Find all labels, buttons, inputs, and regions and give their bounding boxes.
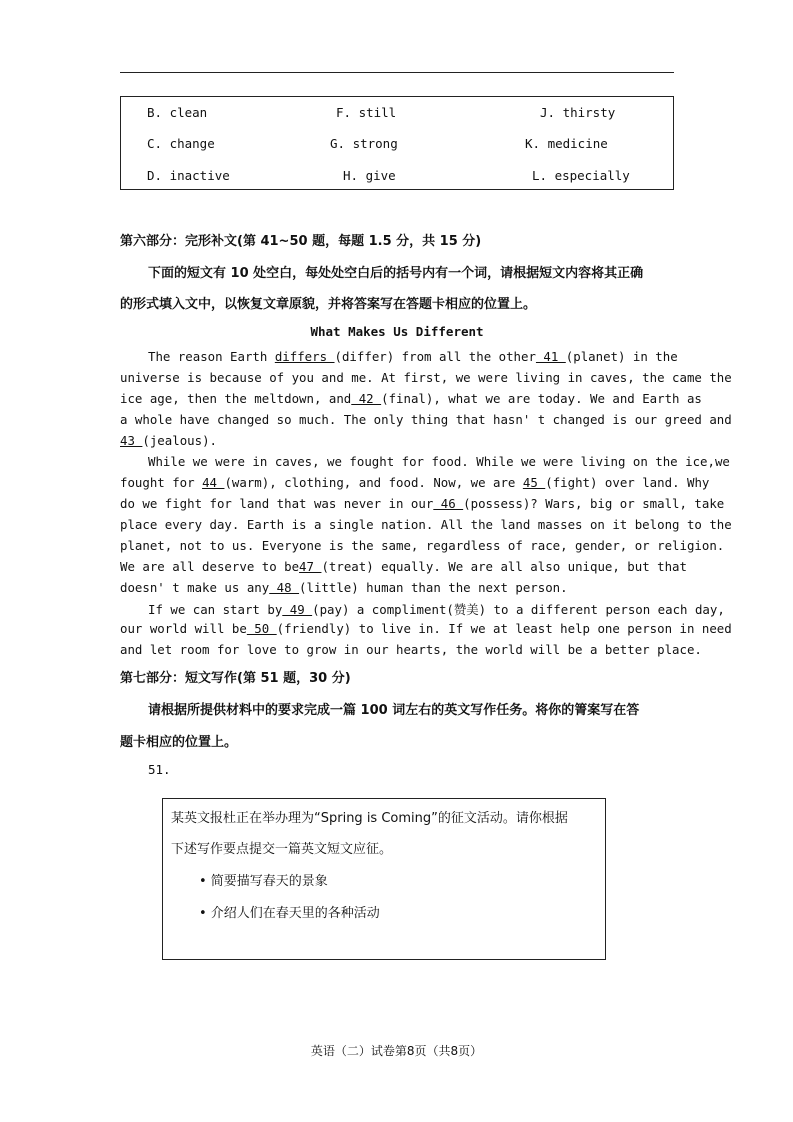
question-number: 51.	[148, 762, 171, 777]
passage-line: universe is because of you and me. At first, we were living in caves, the came the	[120, 370, 732, 385]
word-bank-row	[121, 168, 673, 188]
passage-line: and let room for love to grow in our hearts, the world will be a better place.	[120, 642, 702, 657]
word-option: C. change	[147, 136, 215, 151]
blank-49: 49	[282, 602, 313, 617]
word-option: G. strong	[330, 136, 398, 151]
blank-44: 44	[202, 475, 225, 490]
passage-line: place every day. Earth is a single nation. All the land masses on it belong to the	[120, 517, 732, 532]
passage-line: our world will be 50 (friendly) to live in. If we at least help one person in need	[120, 621, 732, 636]
word-option: D. inactive	[147, 168, 230, 183]
passage-line: ice age, then the meltdown, and 42 (final), what we are today. We and Earth as	[120, 391, 702, 406]
task-bullet: • 介绍人们在春天里的各种活动	[199, 906, 380, 921]
section6-instruction: 下面的短文有 10 处空白，每处处空白后的括号内有一个词，请根据短文内容将其正确	[148, 266, 644, 281]
passage-line: planet, not to us. Everyone is the same, regardless of race, gender, or religion.	[120, 538, 725, 553]
blank-42: 42	[351, 391, 382, 406]
blank-46: 46	[433, 496, 464, 511]
word-option: F. still	[336, 105, 397, 120]
passage-line: 43 (jealous).	[120, 433, 217, 448]
task-text: 下述写作要点提交一篇英文短文应征。	[171, 842, 393, 857]
word-option: J. thirsty	[540, 105, 616, 120]
blank-50: 50	[246, 621, 277, 636]
word-option: K. medicine	[525, 136, 608, 151]
word-option: L. especially	[532, 168, 630, 183]
section7-heading: 第七部分：短文写作(第 51 题，30 分)	[120, 671, 351, 686]
writing-task-box	[162, 798, 606, 960]
passage-line: If we can start by 49 (pay) a compliment(赞美) to a different person each day,	[148, 602, 725, 617]
passage-line: fought for 44 (warm), clothing, and food. Now, we are 45 (fight) over land. Why	[120, 475, 710, 490]
passage-line: doesn' t make us any 48 (little) human than the next person.	[120, 580, 568, 595]
passage-line: We are all deserve to be47 (treat) equally. We are all also unique, but that	[120, 559, 687, 574]
task-text: 某英文报杜正在举办理为“Spring is Coming”的征文活动。请你根据	[171, 811, 568, 826]
section7-instruction: 题卡相应的位置上。	[120, 735, 238, 750]
blank-47: 47	[299, 559, 322, 574]
passage-title: What Makes Us Different	[310, 324, 484, 339]
task-bullet: • 简要描写春天的景象	[199, 874, 328, 889]
passage-line: a whole have changed so much. The only thing that hasn' t changed is our greed and	[120, 412, 732, 427]
page-footer: 英语（二）试卷第8页（共8页）	[310, 1044, 483, 1058]
section6-instruction: 的形式填入文中，以恢复文章原貌，并将答案写在答题卡相应的位置上。	[120, 297, 537, 312]
word-bank-row	[121, 136, 673, 156]
example-answer: differs	[274, 349, 335, 364]
passage-line: While we were in caves, we fought for food. While we were living on the ice,we	[148, 454, 730, 469]
header-rule	[120, 72, 674, 73]
blank-48: 48	[269, 580, 300, 595]
blank-43: 43	[120, 433, 143, 448]
blank-45: 45	[522, 475, 546, 490]
blank-41: 41	[535, 349, 566, 364]
passage-line: do we fight for land that was never in our 46 (possess)? Wars, big or small, take	[120, 496, 725, 511]
word-option: B. clean	[147, 105, 208, 120]
section7-instruction: 请根据所提供材料中的要求完成一篇 100 词左右的英文写作任务。将你的箐案写在答	[148, 703, 640, 718]
passage-line: The reason Earth differs (differ) from all the other 41 (planet) in the	[148, 349, 678, 364]
word-option: H. give	[343, 168, 396, 183]
word-bank-box	[120, 96, 674, 190]
section6-heading: 第六部分：完形补文(第 41~50 题，每题 1.5 分，共 15 分)	[120, 234, 482, 249]
word-bank-row	[121, 105, 673, 125]
